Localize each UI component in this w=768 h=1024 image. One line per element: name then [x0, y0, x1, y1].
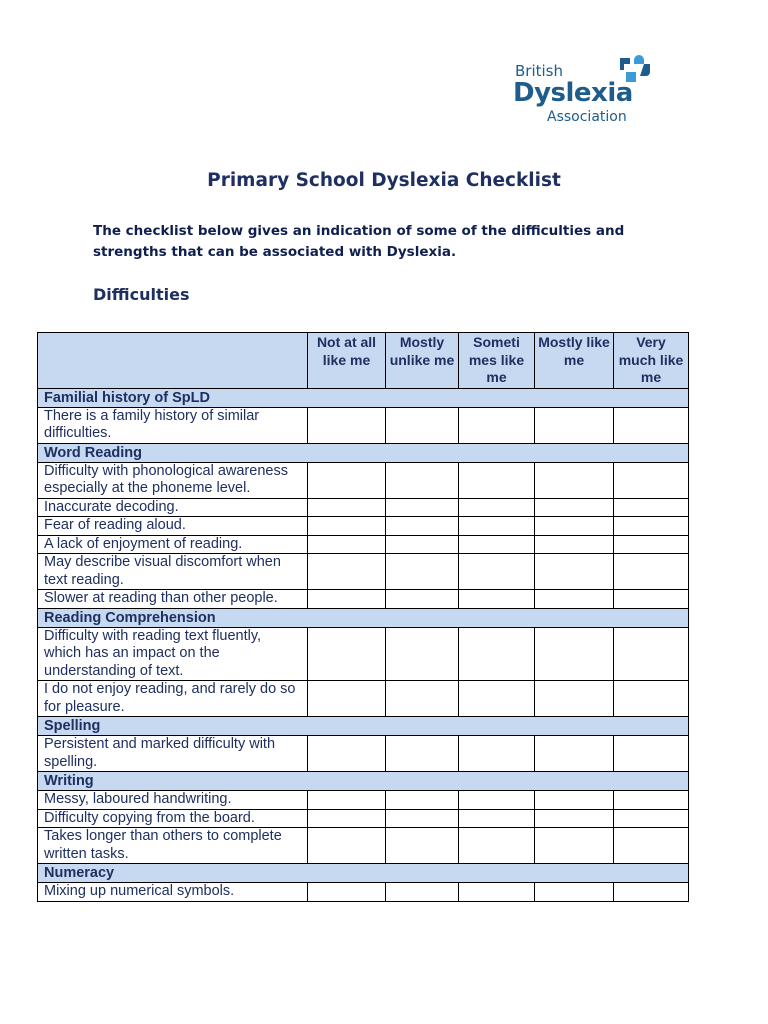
rating-box[interactable]: [308, 809, 386, 828]
section-label: Numeracy: [38, 864, 689, 883]
rating-box[interactable]: [614, 627, 689, 681]
table-row: [38, 498, 689, 517]
table-row: [38, 535, 689, 554]
rating-box[interactable]: [386, 883, 459, 902]
table-row: [38, 791, 689, 810]
item-text: I do not enjoy reading, and rarely do so for pleasure.: [38, 681, 308, 717]
rating-box[interactable]: [308, 462, 386, 498]
column-header: Not at all like me: [308, 333, 386, 389]
column-header: Mostly like me: [535, 333, 614, 389]
rating-box[interactable]: [386, 809, 459, 828]
section-row: [38, 864, 689, 883]
column-header: Mostly unlike me: [386, 333, 459, 389]
rating-box[interactable]: [386, 407, 459, 443]
table-row: [38, 627, 689, 681]
section-label: Spelling: [38, 717, 689, 736]
item-text: Mixing up numerical symbols.: [38, 883, 308, 902]
rating-box[interactable]: [459, 498, 535, 517]
rating-box[interactable]: [614, 883, 689, 902]
item-text: Messy, laboured handwriting.: [38, 791, 308, 810]
rating-box[interactable]: [308, 554, 386, 590]
item-text: A lack of enjoyment of reading.: [38, 535, 308, 554]
rating-box[interactable]: [614, 407, 689, 443]
table-row: [38, 462, 689, 498]
table-row: [38, 590, 689, 609]
rating-box[interactable]: [308, 736, 386, 772]
rating-box[interactable]: [459, 554, 535, 590]
rating-box[interactable]: [459, 462, 535, 498]
table-row: [38, 681, 689, 717]
rating-box[interactable]: [459, 828, 535, 864]
rating-box[interactable]: [459, 681, 535, 717]
header-row: [38, 333, 689, 389]
rating-box[interactable]: [535, 828, 614, 864]
rating-box[interactable]: [614, 517, 689, 536]
rating-box[interactable]: [459, 736, 535, 772]
column-header: Very much like me: [614, 333, 689, 389]
rating-box[interactable]: [459, 627, 535, 681]
rating-box[interactable]: [535, 517, 614, 536]
rating-box[interactable]: [614, 828, 689, 864]
rating-box[interactable]: [614, 681, 689, 717]
table-row: [38, 883, 689, 902]
item-text: Persistent and marked difficulty with spelling.: [38, 736, 308, 772]
section-row: [38, 772, 689, 791]
rating-box[interactable]: [535, 681, 614, 717]
table-row: [38, 554, 689, 590]
rating-box[interactable]: [459, 791, 535, 810]
rating-box[interactable]: [535, 535, 614, 554]
rating-box[interactable]: [459, 517, 535, 536]
rating-box[interactable]: [308, 498, 386, 517]
rating-box[interactable]: [614, 498, 689, 517]
rating-box[interactable]: [459, 883, 535, 902]
item-text: Fear of reading aloud.: [38, 517, 308, 536]
rating-box[interactable]: [535, 883, 614, 902]
section-label: Writing: [38, 772, 689, 791]
rating-box[interactable]: [614, 462, 689, 498]
rating-box[interactable]: [308, 791, 386, 810]
item-text: There is a family history of similar difficulties.: [38, 407, 308, 443]
section-heading: Difficulties: [93, 285, 190, 304]
rating-box[interactable]: [386, 462, 459, 498]
rating-box[interactable]: [459, 590, 535, 609]
rating-box[interactable]: [535, 590, 614, 609]
section-row: [38, 388, 689, 407]
rating-box[interactable]: [459, 407, 535, 443]
rating-box[interactable]: [308, 627, 386, 681]
bda-logo: [500, 52, 660, 132]
item-text: Difficulty copying from the board.: [38, 809, 308, 828]
logo-line-3: Association: [547, 109, 627, 125]
rating-box[interactable]: [308, 883, 386, 902]
rating-box[interactable]: [386, 535, 459, 554]
rating-box[interactable]: [308, 517, 386, 536]
rating-box[interactable]: [535, 736, 614, 772]
table-row: [38, 809, 689, 828]
rating-box[interactable]: [535, 498, 614, 517]
rating-box[interactable]: [386, 627, 459, 681]
rating-box[interactable]: [308, 535, 386, 554]
rating-box[interactable]: [459, 809, 535, 828]
rating-box[interactable]: [535, 407, 614, 443]
item-text: Takes longer than others to complete written tasks.: [38, 828, 308, 864]
rating-box[interactable]: [614, 809, 689, 828]
rating-box[interactable]: [386, 681, 459, 717]
item-text: Difficulty with phonological awareness especially at the phoneme level.: [38, 462, 308, 498]
intro-text: The checklist below gives an indication of some of the difficulties and strengths that can be associated with Dyslexia.: [93, 223, 625, 260]
table-row: [38, 517, 689, 536]
logo-line-1: British: [515, 62, 563, 80]
rating-box[interactable]: [386, 590, 459, 609]
rating-box[interactable]: [614, 791, 689, 810]
rating-box[interactable]: [535, 627, 614, 681]
rating-box[interactable]: [386, 498, 459, 517]
rating-box[interactable]: [386, 828, 459, 864]
rating-box[interactable]: [459, 535, 535, 554]
rating-box[interactable]: [386, 517, 459, 536]
table-row: [38, 407, 689, 443]
section-label: Word Reading: [38, 443, 689, 462]
rating-box[interactable]: [535, 791, 614, 810]
rating-box[interactable]: [614, 535, 689, 554]
rating-box[interactable]: [386, 554, 459, 590]
table-row: [38, 828, 689, 864]
rating-box[interactable]: [614, 590, 689, 609]
section-row: [38, 443, 689, 462]
rating-box[interactable]: [308, 407, 386, 443]
rating-box[interactable]: [308, 681, 386, 717]
rating-box[interactable]: [386, 736, 459, 772]
section-label: Reading Comprehension: [38, 608, 689, 627]
rating-box[interactable]: [614, 554, 689, 590]
section-row: [38, 608, 689, 627]
rating-box[interactable]: [535, 462, 614, 498]
item-text: Difficulty with reading text fluently, which has an impact on the understanding of text.: [38, 627, 308, 681]
table-row: [38, 736, 689, 772]
item-text: May describe visual discomfort when text reading.: [38, 554, 308, 590]
logo-line-2: Dyslexia: [513, 78, 633, 108]
page-title: Primary School Dyslexia Checklist: [207, 170, 561, 191]
header-blank: [38, 333, 308, 389]
rating-box[interactable]: [535, 809, 614, 828]
section-label: Familial history of SpLD: [38, 388, 689, 407]
checklist-table: [37, 332, 689, 902]
rating-box[interactable]: [308, 828, 386, 864]
rating-box[interactable]: [386, 791, 459, 810]
rating-box[interactable]: [308, 590, 386, 609]
item-text: Slower at reading than other people.: [38, 590, 308, 609]
section-row: [38, 717, 689, 736]
rating-box[interactable]: [614, 736, 689, 772]
column-header: Someti mes like me: [459, 333, 535, 389]
item-text: Inaccurate decoding.: [38, 498, 308, 517]
rating-box[interactable]: [535, 554, 614, 590]
